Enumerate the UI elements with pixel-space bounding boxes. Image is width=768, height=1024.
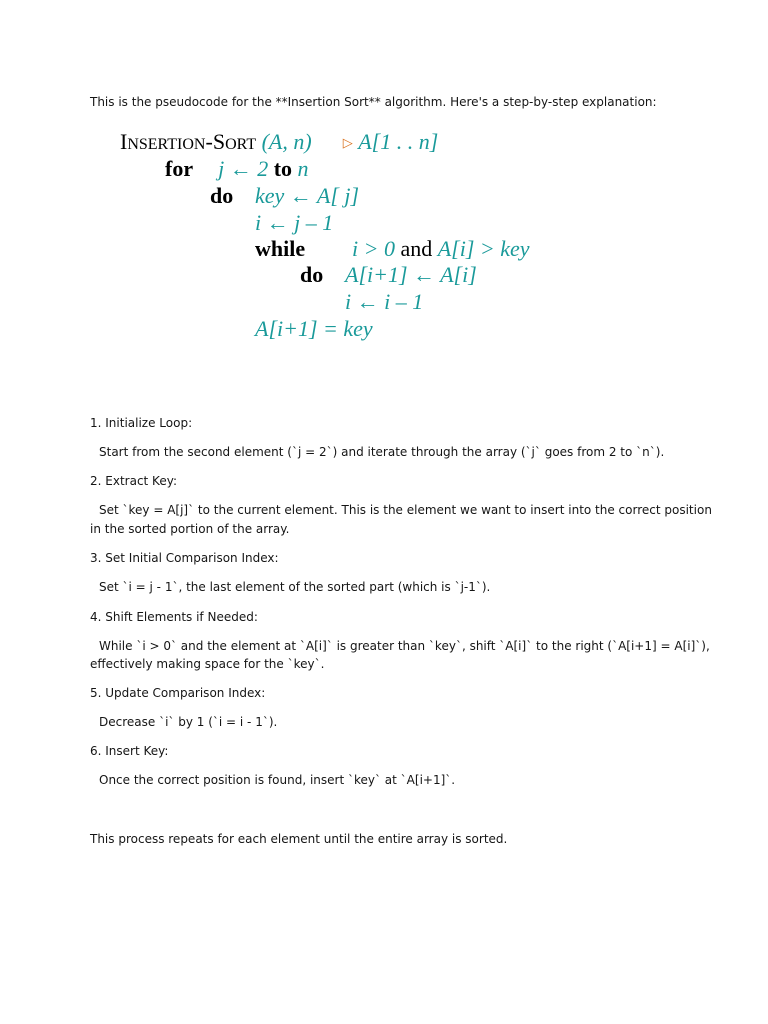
step-3-body: Set `i = j - 1`, the last element of the sorted part (which is `j-1`). bbox=[99, 580, 491, 594]
while-keyword-text: while bbox=[255, 236, 306, 261]
procedure-name-dash: - bbox=[205, 129, 213, 154]
decrement-statement: i ← i – 1 bbox=[345, 289, 424, 314]
procedure-name-initial-s: S bbox=[212, 129, 226, 154]
procedure-header bbox=[120, 129, 438, 158]
step-2-title: 2. Extract Key: bbox=[90, 474, 177, 488]
for-bound: n bbox=[297, 156, 309, 181]
and-keyword: and bbox=[400, 236, 433, 261]
for-init: j ← 2 bbox=[218, 156, 269, 181]
for-keyword: for bbox=[165, 156, 194, 181]
pseudocode-block bbox=[0, 0, 768, 360]
intro-paragraph: This is the pseudocode for the **Insertion Sort** algorithm. Here's a step-by-step explanation: bbox=[90, 95, 657, 109]
i-assignment: i ← j – 1 bbox=[255, 210, 334, 235]
step-5-body: Decrease `i` by 1 (`i = i - 1`). bbox=[99, 715, 278, 729]
key-assignment: key ← A[ j] bbox=[255, 183, 360, 208]
comment-triangle-icon: ▷ bbox=[342, 135, 353, 150]
step-1-title: 1. Initialize Loop: bbox=[90, 416, 193, 430]
procedure-name-nsertion: NSERTION bbox=[127, 136, 206, 153]
step-5-title: 5. Update Comparison Index: bbox=[90, 686, 266, 700]
procedure-name-ort: ORT bbox=[225, 136, 257, 153]
while-condition bbox=[352, 236, 530, 262]
conclusion-paragraph: This process repeats for each element until the entire array is sorted. bbox=[90, 832, 508, 846]
for-line bbox=[165, 156, 309, 182]
while-cond-left: i > 0 bbox=[352, 236, 395, 261]
to-keyword: to bbox=[273, 156, 293, 181]
step-4-body-line-2: effectively making space for the `key`. bbox=[90, 657, 325, 671]
procedure-comment: A[1 . . n] bbox=[358, 129, 439, 154]
procedure-args: (A, n) bbox=[261, 129, 312, 154]
shift-statement: A[i+1] ← A[i] bbox=[345, 262, 477, 287]
step-2-body-line-1: Set `key = A[j]` to the current element. This is the element we want to insert into the correct position bbox=[99, 503, 712, 517]
procedure-name-initial-i: I bbox=[120, 129, 128, 154]
step-2-body-line-2: in the sorted portion of the array. bbox=[90, 522, 290, 536]
do-keyword bbox=[210, 183, 233, 209]
while-keyword bbox=[255, 236, 305, 262]
step-6-title: 6. Insert Key: bbox=[90, 744, 169, 758]
step-4-body-line-1: While `i > 0` and the element at `A[i]` is greater than `key`, shift `A[i]` to the right (`A[i+1] = A[i]`), bbox=[99, 639, 710, 653]
step-1-body: Start from the second element (`j = 2`) and iterate through the array (`j` goes from 2 to `n`). bbox=[99, 445, 665, 459]
inner-do-keyword bbox=[300, 262, 323, 288]
step-6-body: Once the correct position is found, insert `key` at `A[i+1]`. bbox=[99, 773, 456, 787]
do-keyword-text: do bbox=[210, 183, 234, 208]
step-4-title: 4. Shift Elements if Needed: bbox=[90, 610, 258, 624]
while-cond-right: A[i] > key bbox=[437, 236, 530, 261]
inner-do-keyword-text: do bbox=[300, 262, 324, 287]
insert-statement: A[i+1] = key bbox=[255, 316, 373, 341]
step-3-title: 3. Set Initial Comparison Index: bbox=[90, 551, 279, 565]
